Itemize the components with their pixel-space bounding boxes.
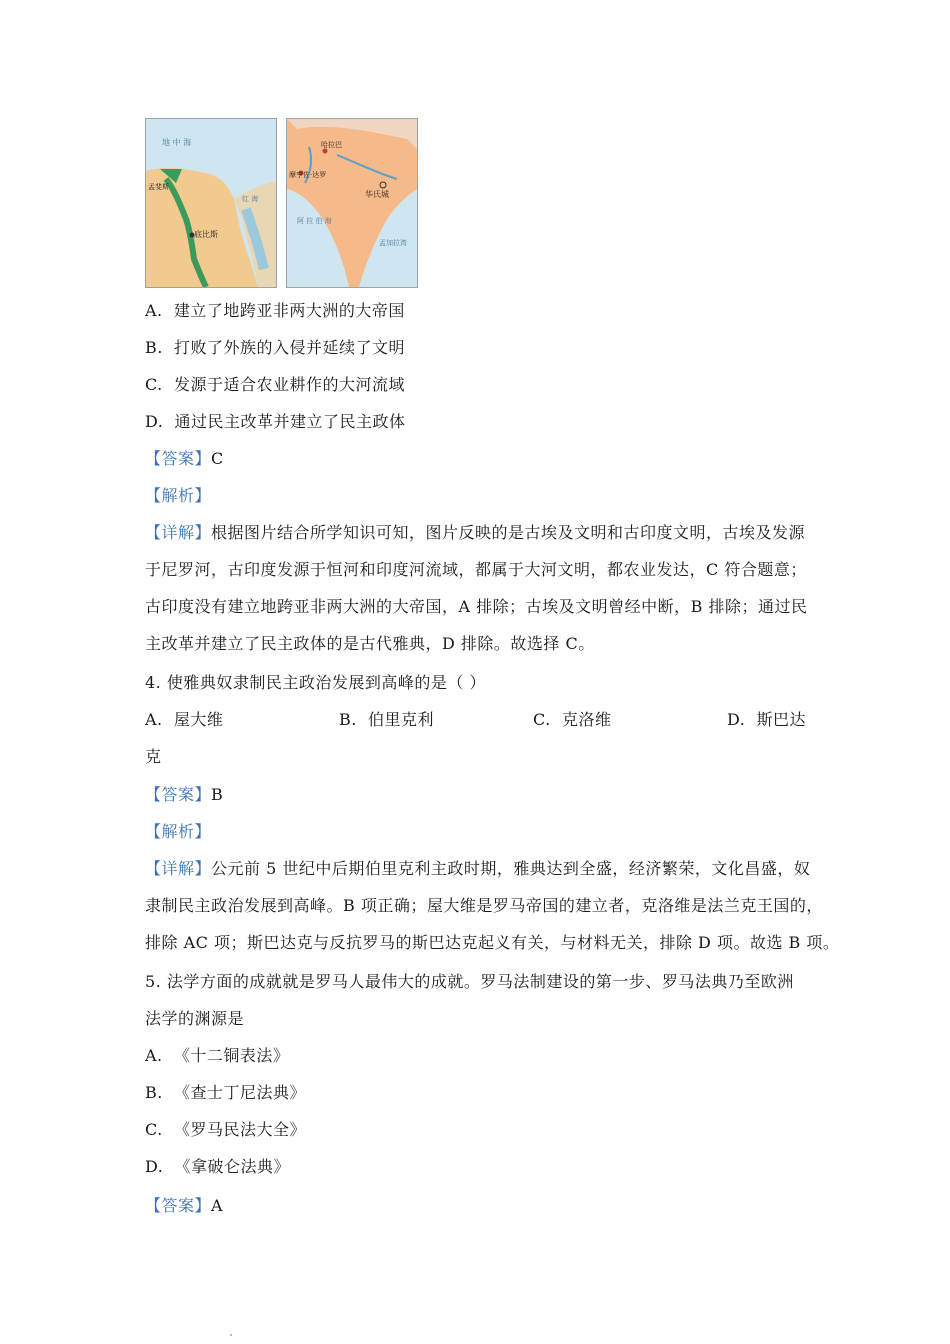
q3-detail-line-2: 于尼罗河，古印度发源于恒河和印度河流域，都属于大河文明，都农业发达，C 符合题意； — [145, 560, 807, 579]
analysis-tag: 【解析】 — [145, 822, 212, 841]
memphis-label: 孟斐斯 — [148, 183, 169, 191]
answer-value: B — [211, 785, 224, 804]
q5-option-a: A. 《十二铜表法》 — [145, 1046, 290, 1065]
q4-detail-line-1: 【详解】公元前 5 世纪中后期伯里克利主政时期，雅典达到全盛，经济繁荣，文化昌盛，奴 — [145, 859, 811, 878]
red-sea-label: 红 海 — [242, 195, 259, 203]
bay-of-bengal-label: 孟加拉湾 — [379, 239, 407, 247]
pataliputra-label: 华氏城 — [365, 190, 389, 199]
detail-tag: 【详解】 — [145, 859, 212, 878]
answer-tag: 【答案】 — [145, 785, 212, 804]
q5-question-line-1: 5. 法学方面的成就就是罗马人最伟大的成就。罗马法制建设的第一步、罗马法典乃至欧洲 — [145, 972, 794, 991]
q3-option-c: C. 发源于适合农业耕作的大河流域 — [145, 375, 405, 394]
q4-option-a: A. 屋大维 — [145, 710, 224, 729]
question-maps — [145, 118, 417, 286]
q3-option-b: B. 打败了外族的入侵并延续了文明 — [145, 338, 406, 357]
q3-option-a: A. 建立了地跨亚非两大洲的大帝国 — [145, 301, 405, 320]
analysis-tag: 【解析】 — [145, 486, 212, 505]
q5-answer — [145, 1196, 223, 1216]
harappa-label: 哈拉巴 — [321, 141, 342, 149]
q4-question: 4. 使雅典奴隶制民主政治发展到高峰的是（ ） — [145, 673, 486, 692]
q5-option-d: D. 《拿破仑法典》 — [145, 1157, 291, 1176]
q5-option-b: B. 《查士丁尼法典》 — [145, 1083, 307, 1102]
answer-value: A — [211, 1196, 224, 1215]
mohenjo-daro-label: 摩亨佐·达罗 — [289, 171, 327, 179]
q3-analysis — [145, 486, 211, 506]
q4-detail-line-3: 排除 AC 项；斯巴达克与反抗罗马的斯巴达克起义有关，与材料无关，排除 D 项。故选 B 项。 — [145, 933, 840, 952]
q4-option-d-wrap: 克 — [145, 747, 162, 766]
india-map — [286, 118, 418, 288]
q4-option-d: D. 斯巴达 — [727, 710, 807, 729]
q4-analysis — [145, 822, 211, 842]
mediterranean-label: 地 中 海 — [162, 138, 192, 147]
arabian-sea-label: 阿 拉 伯 海 — [297, 217, 332, 225]
q3-detail-line-3: 古印度没有建立地跨亚非两大洲的大帝国，A 排除；古埃及文明曾经中断，B 排除；通过民 — [145, 597, 808, 616]
q3-detail-line-1: 【详解】根据图片结合所学知识可知，图片反映的是古埃及文明和古印度文明，古埃及发源 — [145, 523, 806, 542]
q5-option-c: C. 《罗马民法大全》 — [145, 1120, 306, 1139]
q3-answer — [145, 449, 224, 469]
q5-question-line-2: 法学的渊源是 — [145, 1009, 245, 1028]
q3-detail-line-4: 主改革并建立了民主政体的是古代雅典，D 排除。故选择 C。 — [145, 634, 595, 653]
answer-value: C — [211, 449, 224, 468]
q4-option-c: C. 克洛维 — [533, 710, 612, 729]
q3-option-d: D. 通过民主改革并建立了民主政体 — [145, 412, 406, 431]
answer-tag: 【答案】 — [145, 449, 212, 468]
detail-tag: 【详解】 — [145, 523, 212, 542]
q4-detail-line-2: 隶制民主政治发展到高峰。B 项正确；屋大维是罗马帝国的建立者，克洛维是法兰克王国的， — [145, 896, 823, 915]
thebes-label: 底比斯 — [194, 230, 218, 239]
q4-option-b: B. 伯里克利 — [339, 710, 435, 729]
answer-tag: 【答案】 — [145, 1196, 212, 1215]
footer-mark — [230, 1334, 232, 1336]
egypt-map — [145, 118, 277, 288]
q4-answer — [145, 785, 223, 805]
